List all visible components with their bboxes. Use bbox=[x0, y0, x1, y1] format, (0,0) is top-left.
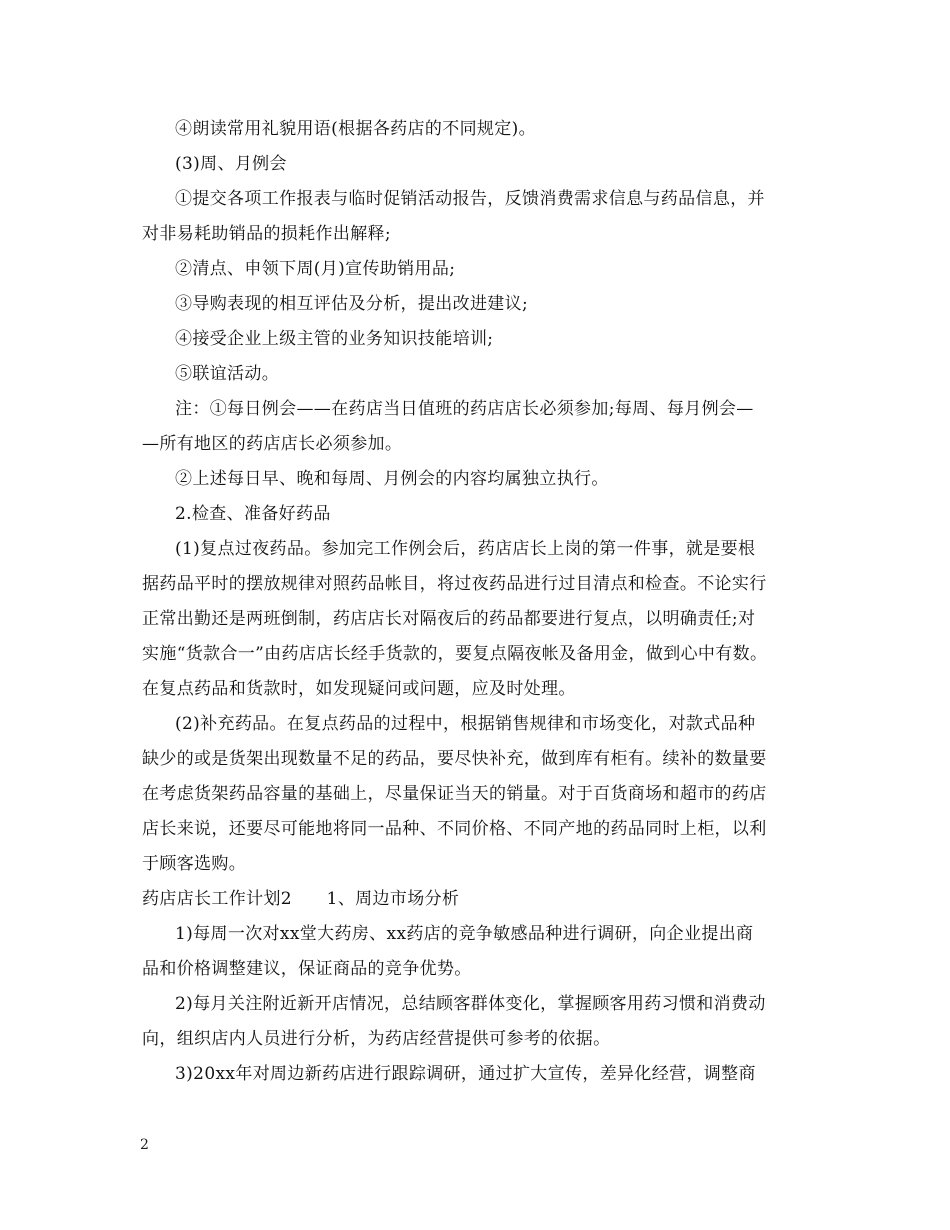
text-line: 2)每月关注附近新开店情况，总结顾客群体变化，掌握顾客用药习惯和消费动 bbox=[175, 994, 766, 1014]
page-number: 2 bbox=[140, 1137, 149, 1153]
text-line: 在考虑货架药品容量的基础上，尽量保证当天的销量。对于百货商场和超市的药店 bbox=[142, 784, 767, 804]
text-line: 店长来说，还要尽可能地将同一品种、不同价格、不同产地的药品同时上柜，以利 bbox=[142, 819, 767, 839]
text-line: ③导购表现的相互评估及分析，提出改进建议; bbox=[175, 294, 529, 314]
section-heading: 2.检查、准备好药品 bbox=[175, 504, 331, 524]
text-line: 正常出勤还是两班倒制，药店店长对隔夜后的药品都要进行复点，以明确责任;对 bbox=[142, 609, 756, 629]
text-line: 3)20xx年对周边新药店进行跟踪调研，通过扩大宣传，差异化经营，调整商 bbox=[175, 1064, 756, 1084]
text-line: ①提交各项工作报表与临时促销活动报告，反馈消费需求信息与药品信息，并 bbox=[175, 189, 765, 209]
text-line: 对非易耗助销品的损耗作出解释; bbox=[142, 224, 391, 244]
note-line: —所有地区的药店店长必须参加。 bbox=[142, 434, 403, 454]
text-line: 据药品平时的摆放规律对照药品帐目，将过夜药品进行过目清点和检查。不论实行 bbox=[142, 574, 767, 594]
text-line: 于顾客选购。 bbox=[142, 854, 247, 874]
text-line: (1)复点过夜药品。参加完工作例会后，药店店长上岗的第一件事，就是要根 bbox=[175, 539, 756, 559]
text-line: 缺少的或是货架出现数量不足的药品，要尽快补充，做到库有柜有。续补的数量要 bbox=[142, 749, 767, 769]
note-line: 注：①每日例会——在药店当日值班的药店店长必须参加;每周、每月例会— bbox=[175, 399, 754, 419]
plan-heading: 药店店长工作计划2 1、周边市场分析 bbox=[142, 889, 460, 909]
text-line: ②上述每日早、晚和每周、月例会的内容均属独立执行。 bbox=[175, 469, 609, 489]
text-line: ④接受企业上级主管的业务知识技能培训; bbox=[175, 329, 494, 349]
text-line: ⑤联谊活动。 bbox=[175, 364, 280, 384]
text-line: ②清点、申领下周(月)宣传助销用品; bbox=[175, 259, 456, 279]
text-line: 品和价格调整建议，保证商品的竞争优势。 bbox=[142, 959, 472, 979]
text-line: (2)补充药品。在复点药品的过程中，根据销售规律和市场变化，对款式品种 bbox=[175, 714, 756, 734]
text-line: 实施“货款合一”由药店店长经手货款的，要复点隔夜帐及备用金，做到心中有数。 bbox=[142, 644, 768, 664]
text-line: 向，组织店内人员进行分析，为药店经营提供可参考的依据。 bbox=[142, 1029, 611, 1049]
text-line: 在复点药品和货款时，如发现疑问或问题，应及时处理。 bbox=[142, 679, 576, 699]
section-heading: (3)周、月例会 bbox=[175, 154, 287, 174]
text-line: ④朗读常用礼貌用语(根据各药店的不同规定)。 bbox=[175, 119, 536, 139]
text-line: 1)每周一次对xx堂大药房、xx药店的竞争敏感品种进行调研，向企业提出商 bbox=[175, 924, 754, 944]
